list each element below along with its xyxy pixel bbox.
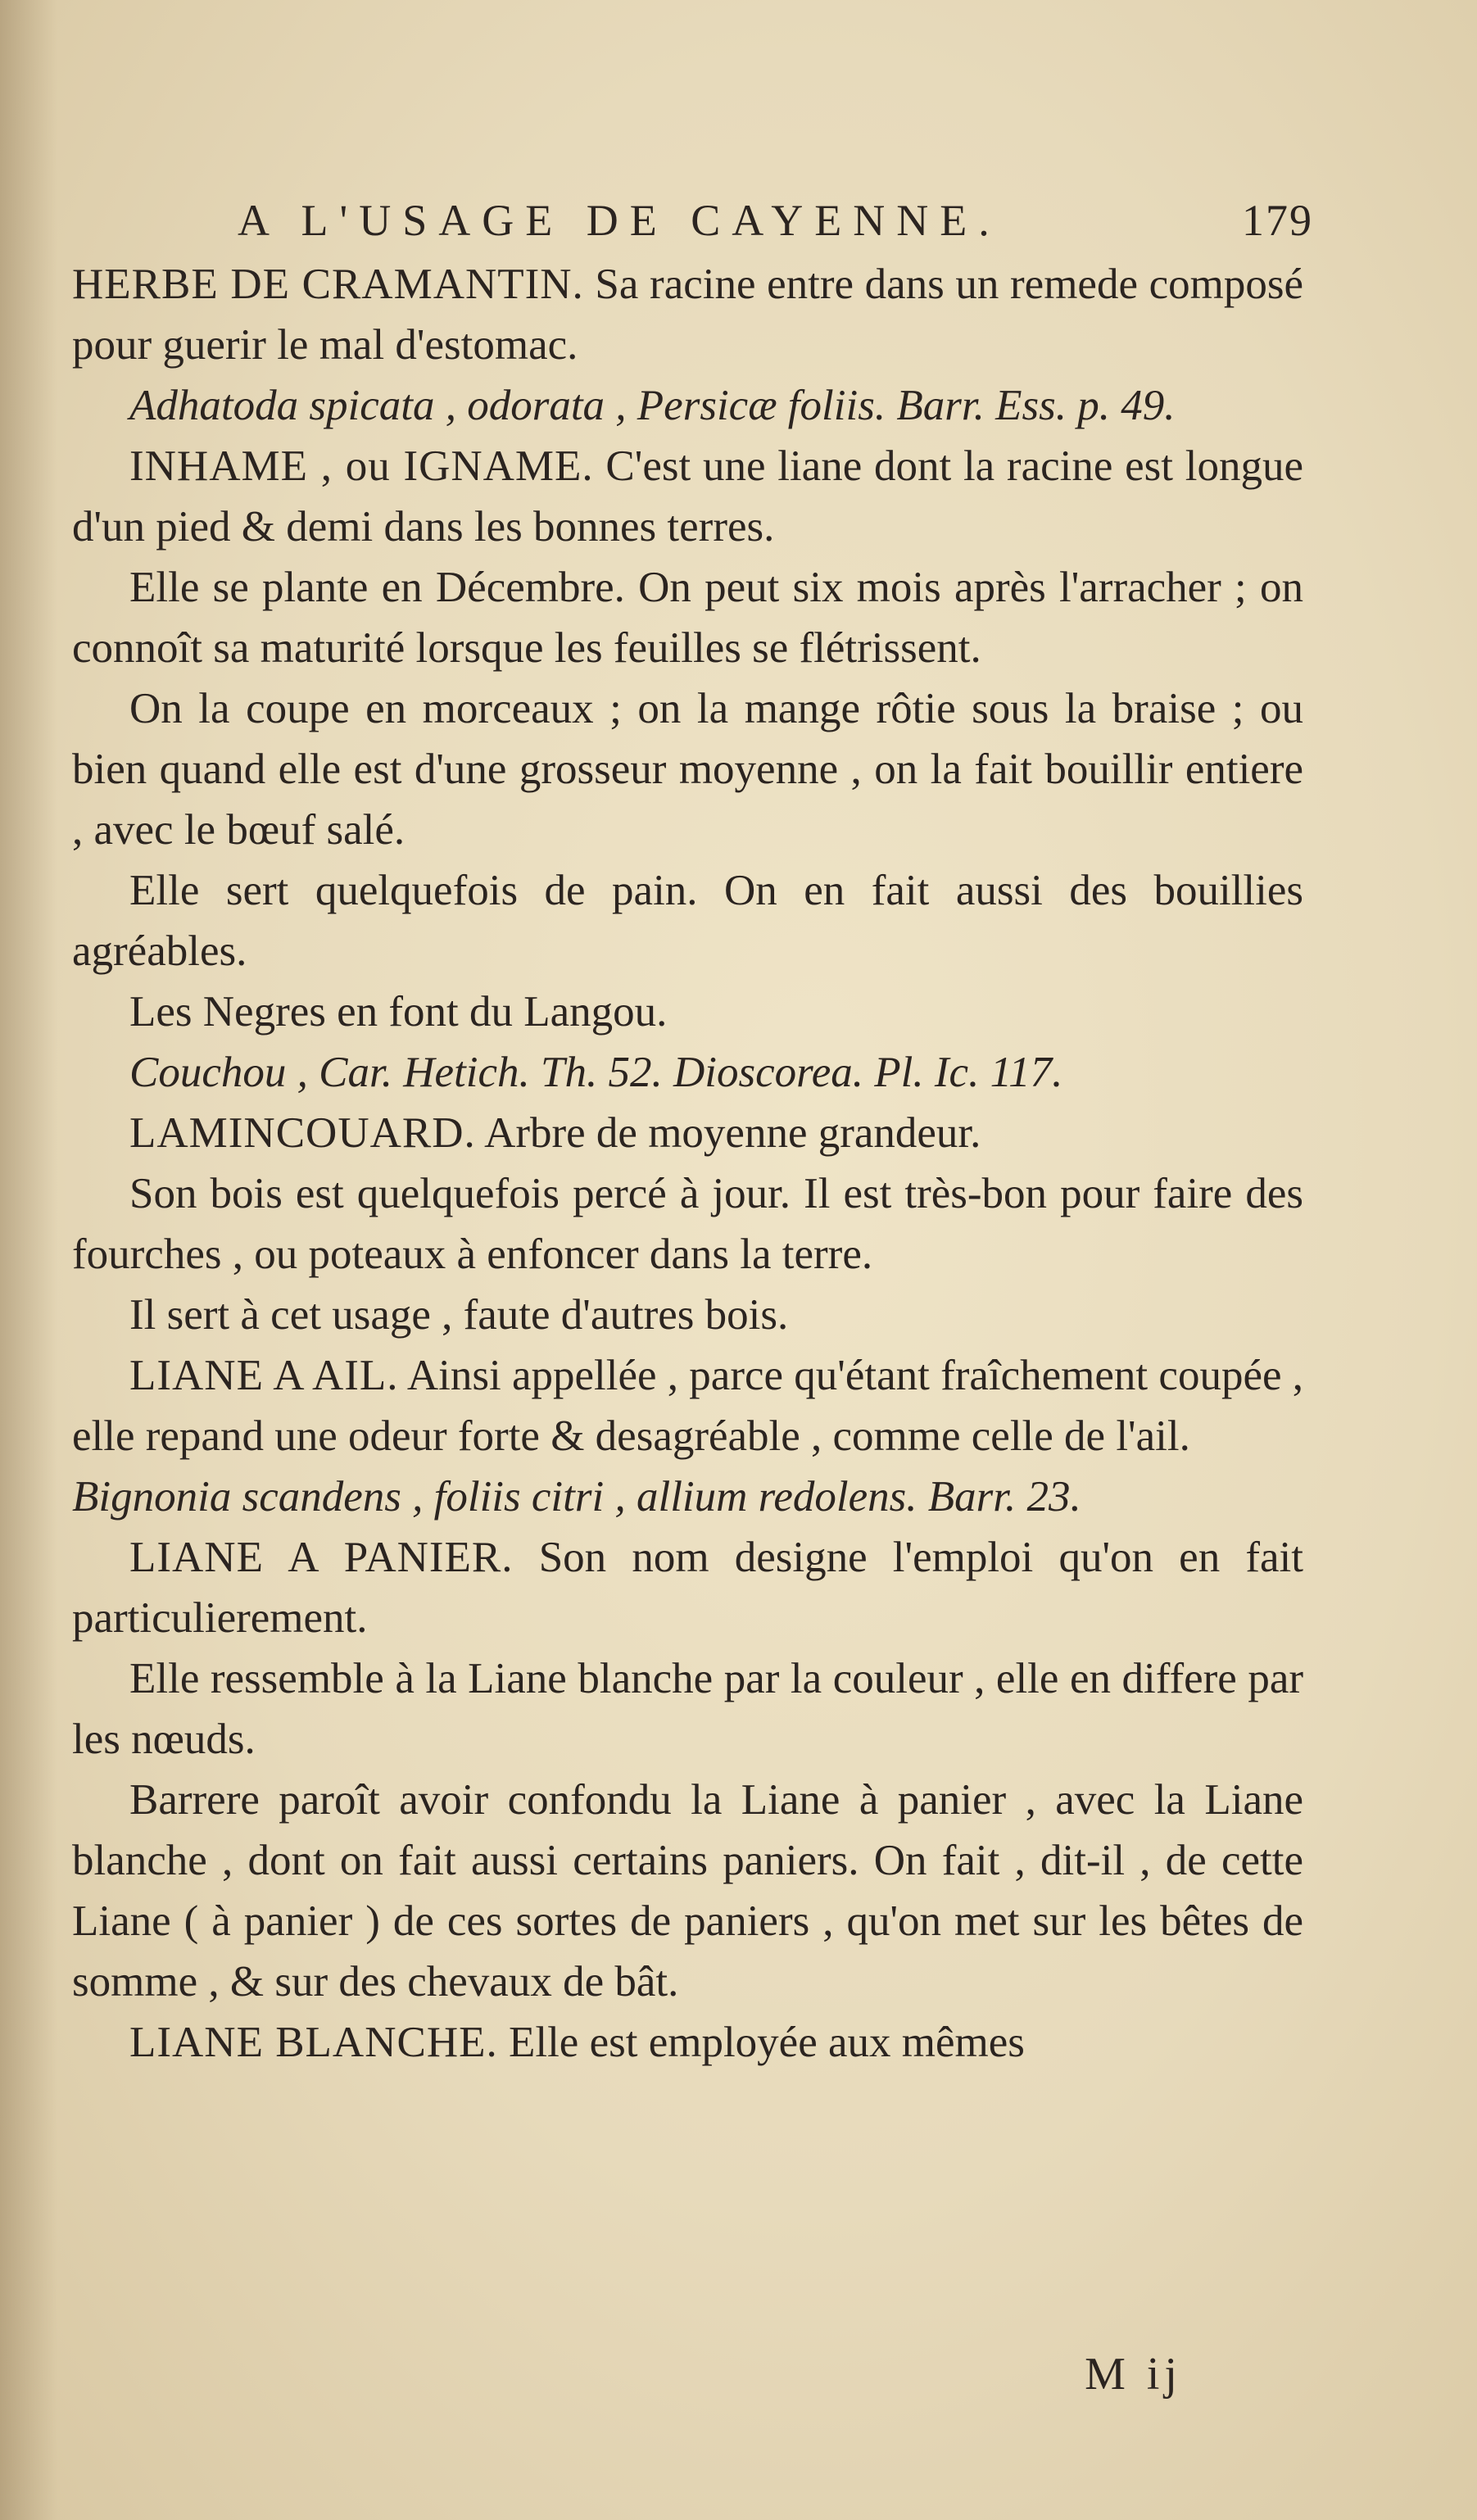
- signature-mark: M ij: [1085, 2349, 1182, 2400]
- botanical-reference: Adhatoda spicata , odorata , Persicæ foliis. Barr. Ess. p. 49.: [129, 382, 1176, 429]
- entry-text: Son nom designe l'emploi qu'on en fait particulierement.: [72, 1534, 1303, 1642]
- entry-lamincouard: [72, 1103, 1303, 1163]
- entry-liane-blanche: [72, 2012, 1303, 2073]
- entry-heading: LIANE BLANCHE.: [129, 2019, 498, 2066]
- entry-liane-a-ail: [72, 1345, 1303, 1466]
- page-body: [72, 254, 1303, 2073]
- entry-heading: HERBE DE CRAMANTIN.: [72, 261, 584, 308]
- paragraph: Il sert à cet usage , faute d'autres bois.: [129, 1291, 789, 1339]
- entry-text: Sa racine entre dans un remede composé pour guerir le mal d'estomac.: [72, 261, 1303, 369]
- entry-liane-a-panier: [72, 1527, 1303, 1648]
- paragraph: Elle se plante en Décembre. On peut six mois après l'arracher ; on connoît sa maturité lorsque les feuilles se flétrissent.: [72, 564, 1303, 672]
- page-number: 179: [1242, 196, 1313, 245]
- entry-text: C'est une liane dont la racine est longue d'un pied & demi dans les bonnes terres.: [72, 442, 1303, 551]
- entry-text: Elle est employée aux mêmes: [497, 2019, 1025, 2066]
- entry-heading: LIANE A AIL.: [129, 1352, 399, 1399]
- paragraph: Barrere paroît avoir confondu la Liane à panier , avec la Liane blanche , dont on fait aussi certains paniers. On fait , dit-il , de cette Liane ( à panier ) de ces sortes de paniers , qu'on met sur les bêtes de somme , & sur des chevaux de bât.: [72, 1776, 1303, 2006]
- entry-text: Arbre de moyenne grandeur.: [475, 1109, 981, 1157]
- entry-heading: LIANE A PANIER.: [129, 1534, 514, 1581]
- paragraph: On la coupe en morceaux ; on la mange rôtie sous la braise ; ou bien quand elle est d'une grosseur moyenne , on la fait bouillir entiere , avec le bœuf salé.: [72, 685, 1303, 854]
- running-title: A L'USAGE DE CAYENNE.: [238, 196, 1001, 245]
- entry-heading: LAMINCOUARD.: [129, 1109, 476, 1157]
- botanical-reference: Couchou , Car. Hetich. Th. 52. Dioscorea. Pl. Ic. 117.: [129, 1049, 1063, 1096]
- paragraph: Les Negres en font du Langou.: [129, 988, 668, 1036]
- entry-inhame: [72, 436, 1303, 557]
- botanical-reference: Bignonia scandens , foliis citri , allium redolens. Barr. 23.: [72, 1473, 1081, 1521]
- spine-shadow: [0, 0, 57, 2520]
- paragraph: Elle ressemble à la Liane blanche par la couleur , elle en differe par les nœuds.: [72, 1655, 1303, 1763]
- entry-text: Ainsi appellée , parce qu'étant fraîchement coupée , elle repand une odeur forte & desagréable , comme celle de l'ail.: [72, 1352, 1304, 1460]
- paragraph: Elle sert quelquefois de pain. On en fait aussi des bouillies agréables.: [72, 867, 1303, 975]
- running-head: [238, 195, 1313, 252]
- entry-heading: INHAME , ou IGNAME.: [129, 442, 594, 490]
- paragraph: Son bois est quelquefois percé à jour. Il est très-bon pour faire des fourches , ou poteaux à enfoncer dans la terre.: [72, 1170, 1303, 1278]
- entry-herbe-de-cramantin: [72, 254, 1303, 375]
